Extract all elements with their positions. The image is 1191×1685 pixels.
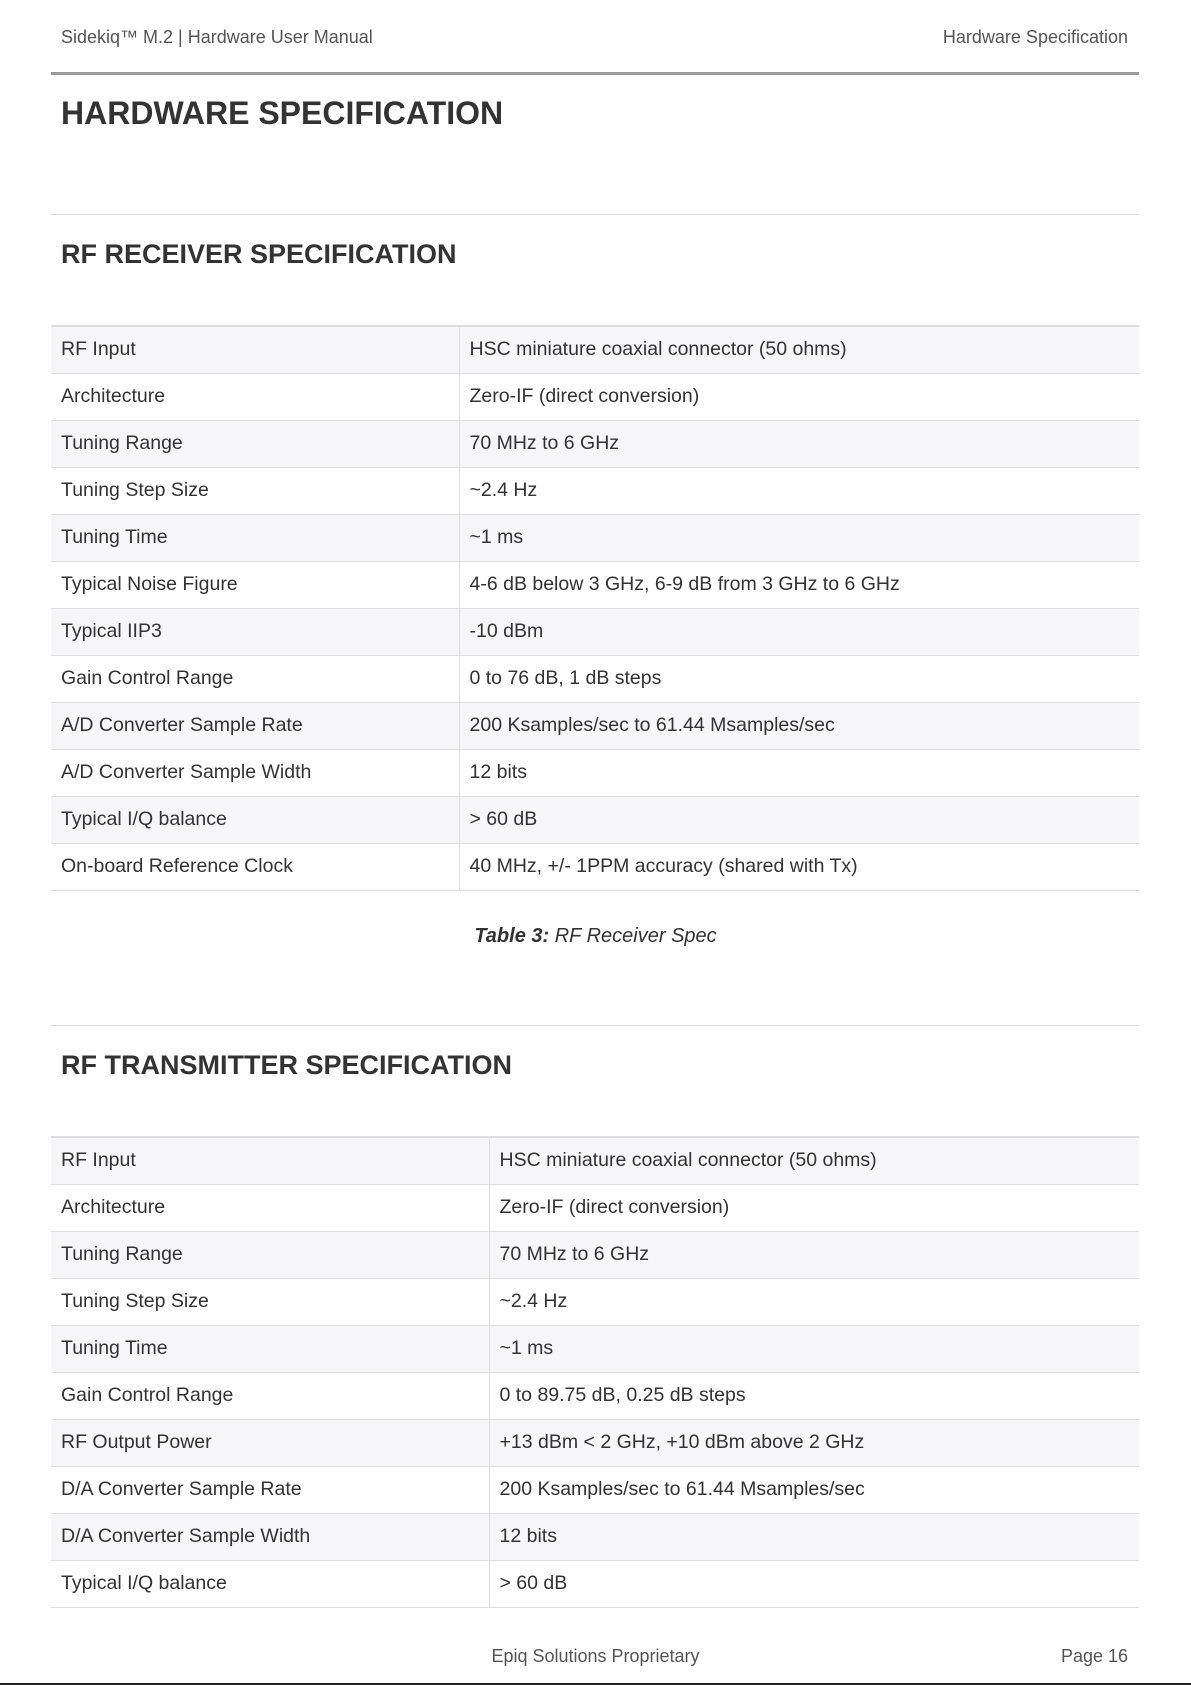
spec-label: Gain Control Range xyxy=(51,1372,489,1419)
spec-value: 40 MHz, +/- 1PPM accuracy (shared with Tx) xyxy=(459,843,1139,890)
spec-value: 0 to 89.75 dB, 0.25 dB steps xyxy=(489,1372,1139,1419)
spec-label: RF Input xyxy=(51,1137,489,1184)
caption-label: Table 3: xyxy=(474,925,550,947)
receiver-spec-table xyxy=(51,325,1139,891)
spec-row xyxy=(51,608,1139,655)
spec-label: RF Output Power xyxy=(51,1419,489,1466)
spec-label: A/D Converter Sample Width xyxy=(51,749,459,796)
spec-value: Zero-IF (direct conversion) xyxy=(489,1184,1139,1231)
spec-row xyxy=(51,1137,1139,1184)
spec-label: Tuning Step Size xyxy=(51,1278,489,1325)
spec-value: ~1 ms xyxy=(489,1325,1139,1372)
spec-value: -10 dBm xyxy=(459,608,1139,655)
spec-row xyxy=(51,1231,1139,1278)
spec-row xyxy=(51,514,1139,561)
running-header-section: Hardware Specification xyxy=(942,27,1128,47)
receiver-spec-table-body xyxy=(51,326,1139,890)
spec-value: 0 to 76 dB, 1 dB steps xyxy=(459,655,1139,702)
spec-row xyxy=(51,1513,1139,1560)
page-title: HARDWARE SPECIFICATION xyxy=(61,95,504,131)
transmitter-section-rule xyxy=(51,1025,1139,1026)
spec-row xyxy=(51,1278,1139,1325)
spec-value: > 60 dB xyxy=(489,1560,1139,1607)
spec-value: 12 bits xyxy=(489,1513,1139,1560)
spec-label: Typical IIP3 xyxy=(51,608,459,655)
spec-label: Typical Noise Figure xyxy=(51,561,459,608)
receiver-section-rule xyxy=(51,214,1139,215)
running-header-title: Sidekiq™ M.2 | Hardware User Manual xyxy=(61,27,373,47)
spec-row xyxy=(51,1372,1139,1419)
receiver-table-caption xyxy=(0,925,1191,948)
spec-value: 70 MHz to 6 GHz xyxy=(459,420,1139,467)
spec-value: 200 Ksamples/sec to 61.44 Msamples/sec xyxy=(489,1466,1139,1513)
caption-text: RF Receiver Spec xyxy=(554,925,717,947)
spec-value: HSC miniature coaxial connector (50 ohms) xyxy=(459,326,1139,373)
spec-label: Tuning Step Size xyxy=(51,467,459,514)
footer-proprietary: Epiq Solutions Proprietary xyxy=(491,1646,700,1666)
spec-row xyxy=(51,326,1139,373)
spec-label: Tuning Time xyxy=(51,1325,489,1372)
spec-value: 4-6 dB below 3 GHz, 6-9 dB from 3 GHz to 6 GHz xyxy=(459,561,1139,608)
spec-row xyxy=(51,1184,1139,1231)
spec-value: 200 Ksamples/sec to 61.44 Msamples/sec xyxy=(459,702,1139,749)
spec-row xyxy=(51,1466,1139,1513)
spec-label: D/A Converter Sample Rate xyxy=(51,1466,489,1513)
spec-label: Architecture xyxy=(51,1184,489,1231)
spec-row xyxy=(51,373,1139,420)
spec-value: ~1 ms xyxy=(459,514,1139,561)
spec-label: Tuning Range xyxy=(51,420,459,467)
spec-row xyxy=(51,749,1139,796)
spec-label: D/A Converter Sample Width xyxy=(51,1513,489,1560)
spec-value: Zero-IF (direct conversion) xyxy=(459,373,1139,420)
spec-row xyxy=(51,655,1139,702)
spec-value: +13 dBm < 2 GHz, +10 dBm above 2 GHz xyxy=(489,1419,1139,1466)
receiver-section-title: RF RECEIVER SPECIFICATION xyxy=(61,239,457,269)
spec-row xyxy=(51,702,1139,749)
spec-label: A/D Converter Sample Rate xyxy=(51,702,459,749)
spec-value: > 60 dB xyxy=(459,796,1139,843)
spec-label: Architecture xyxy=(51,373,459,420)
transmitter-spec-table xyxy=(51,1136,1139,1608)
spec-label: RF Input xyxy=(51,326,459,373)
spec-label: Tuning Time xyxy=(51,514,459,561)
spec-row xyxy=(51,1560,1139,1607)
spec-row xyxy=(51,1419,1139,1466)
spec-value: 70 MHz to 6 GHz xyxy=(489,1231,1139,1278)
spec-value: HSC miniature coaxial connector (50 ohms) xyxy=(489,1137,1139,1184)
spec-label: Gain Control Range xyxy=(51,655,459,702)
spec-value: ~2.4 Hz xyxy=(489,1278,1139,1325)
page-number: Page 16 xyxy=(1060,1646,1128,1666)
spec-label: Tuning Range xyxy=(51,1231,489,1278)
spec-label: On-board Reference Clock xyxy=(51,843,459,890)
spec-row xyxy=(51,467,1139,514)
spec-row xyxy=(51,420,1139,467)
header-rule xyxy=(51,72,1139,75)
spec-label: Typical I/Q balance xyxy=(51,1560,489,1607)
spec-row xyxy=(51,561,1139,608)
spec-label: Typical I/Q balance xyxy=(51,796,459,843)
spec-row xyxy=(51,843,1139,890)
spec-value: 12 bits xyxy=(459,749,1139,796)
spec-row xyxy=(51,1325,1139,1372)
spec-row xyxy=(51,796,1139,843)
transmitter-section-title: RF TRANSMITTER SPECIFICATION xyxy=(61,1050,512,1080)
transmitter-spec-table-body xyxy=(51,1137,1139,1607)
spec-value: ~2.4 Hz xyxy=(459,467,1139,514)
